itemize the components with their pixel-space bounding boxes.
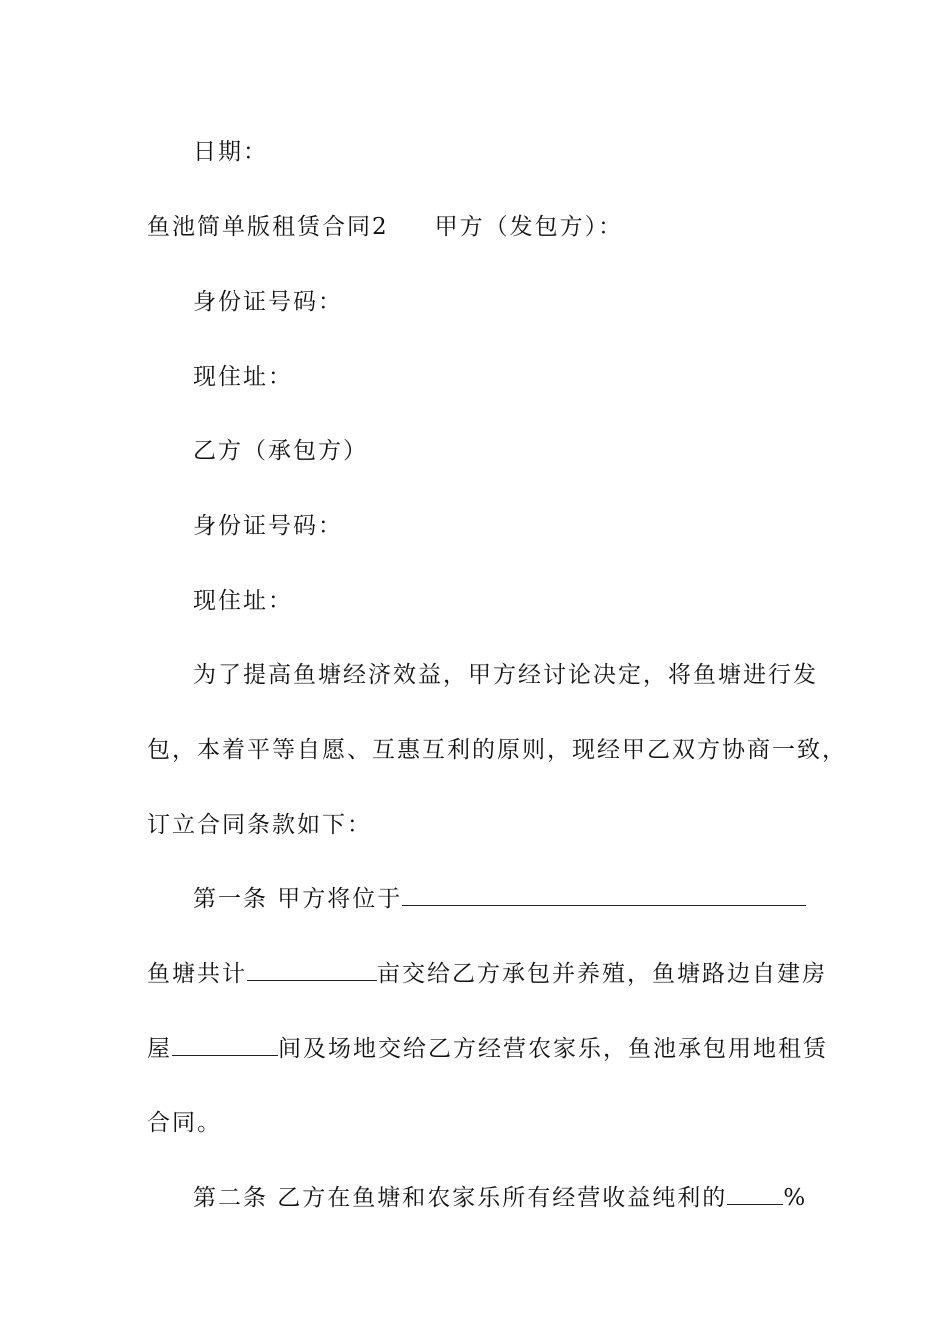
intro-line-1: 为了提高鱼塘经济效益，甲方经讨论决定，将鱼塘进行发 [193, 662, 818, 688]
pond-total-label: 鱼塘共计 [147, 961, 247, 987]
percent-sign: % [783, 1185, 808, 1211]
article-1-line-4: 合同。 [147, 1110, 222, 1136]
party-a-id-label: 身份证号码： [193, 289, 343, 315]
house-label: 屋 [147, 1036, 172, 1062]
location-blank [402, 885, 806, 906]
party-b-address-label: 现住址： [193, 588, 293, 614]
party-b-label: 乙方（承包方） [193, 438, 368, 464]
document-title: 鱼池简单版租赁合同2 [147, 214, 389, 240]
title-row [147, 212, 623, 242]
intro-line-2: 包，本着平等自愿、互惠互利的原则，现经甲乙双方协商一致， [147, 737, 847, 763]
house-transfer-text: 间及场地交给乙方经营农家乐，鱼池承包用地租赁 [278, 1036, 828, 1062]
article-2-line-1 [193, 1183, 807, 1213]
party-b-id-label: 身份证号码： [193, 513, 343, 539]
percent-blank [727, 1184, 783, 1205]
article-1-line-3 [147, 1034, 828, 1064]
article-2-text: 第二条 乙方在鱼塘和农家乐所有经营收益纯利的 [193, 1185, 728, 1211]
date-label: 日期： [193, 139, 268, 165]
party-a-address-label: 现住址： [193, 364, 293, 390]
article-1-text: 第一条 甲方将位于 [193, 886, 403, 912]
article-1-line-1 [193, 884, 806, 914]
acreage-blank [247, 960, 377, 981]
party-a-label: 甲方（发包方）： [434, 214, 624, 240]
article-1-line-2 [147, 959, 827, 989]
pond-transfer-text: 亩交给乙方承包并养殖，鱼塘路边自建房 [377, 961, 827, 987]
intro-line-3: 订立合同条款如下： [147, 812, 372, 838]
rooms-blank [172, 1035, 278, 1056]
